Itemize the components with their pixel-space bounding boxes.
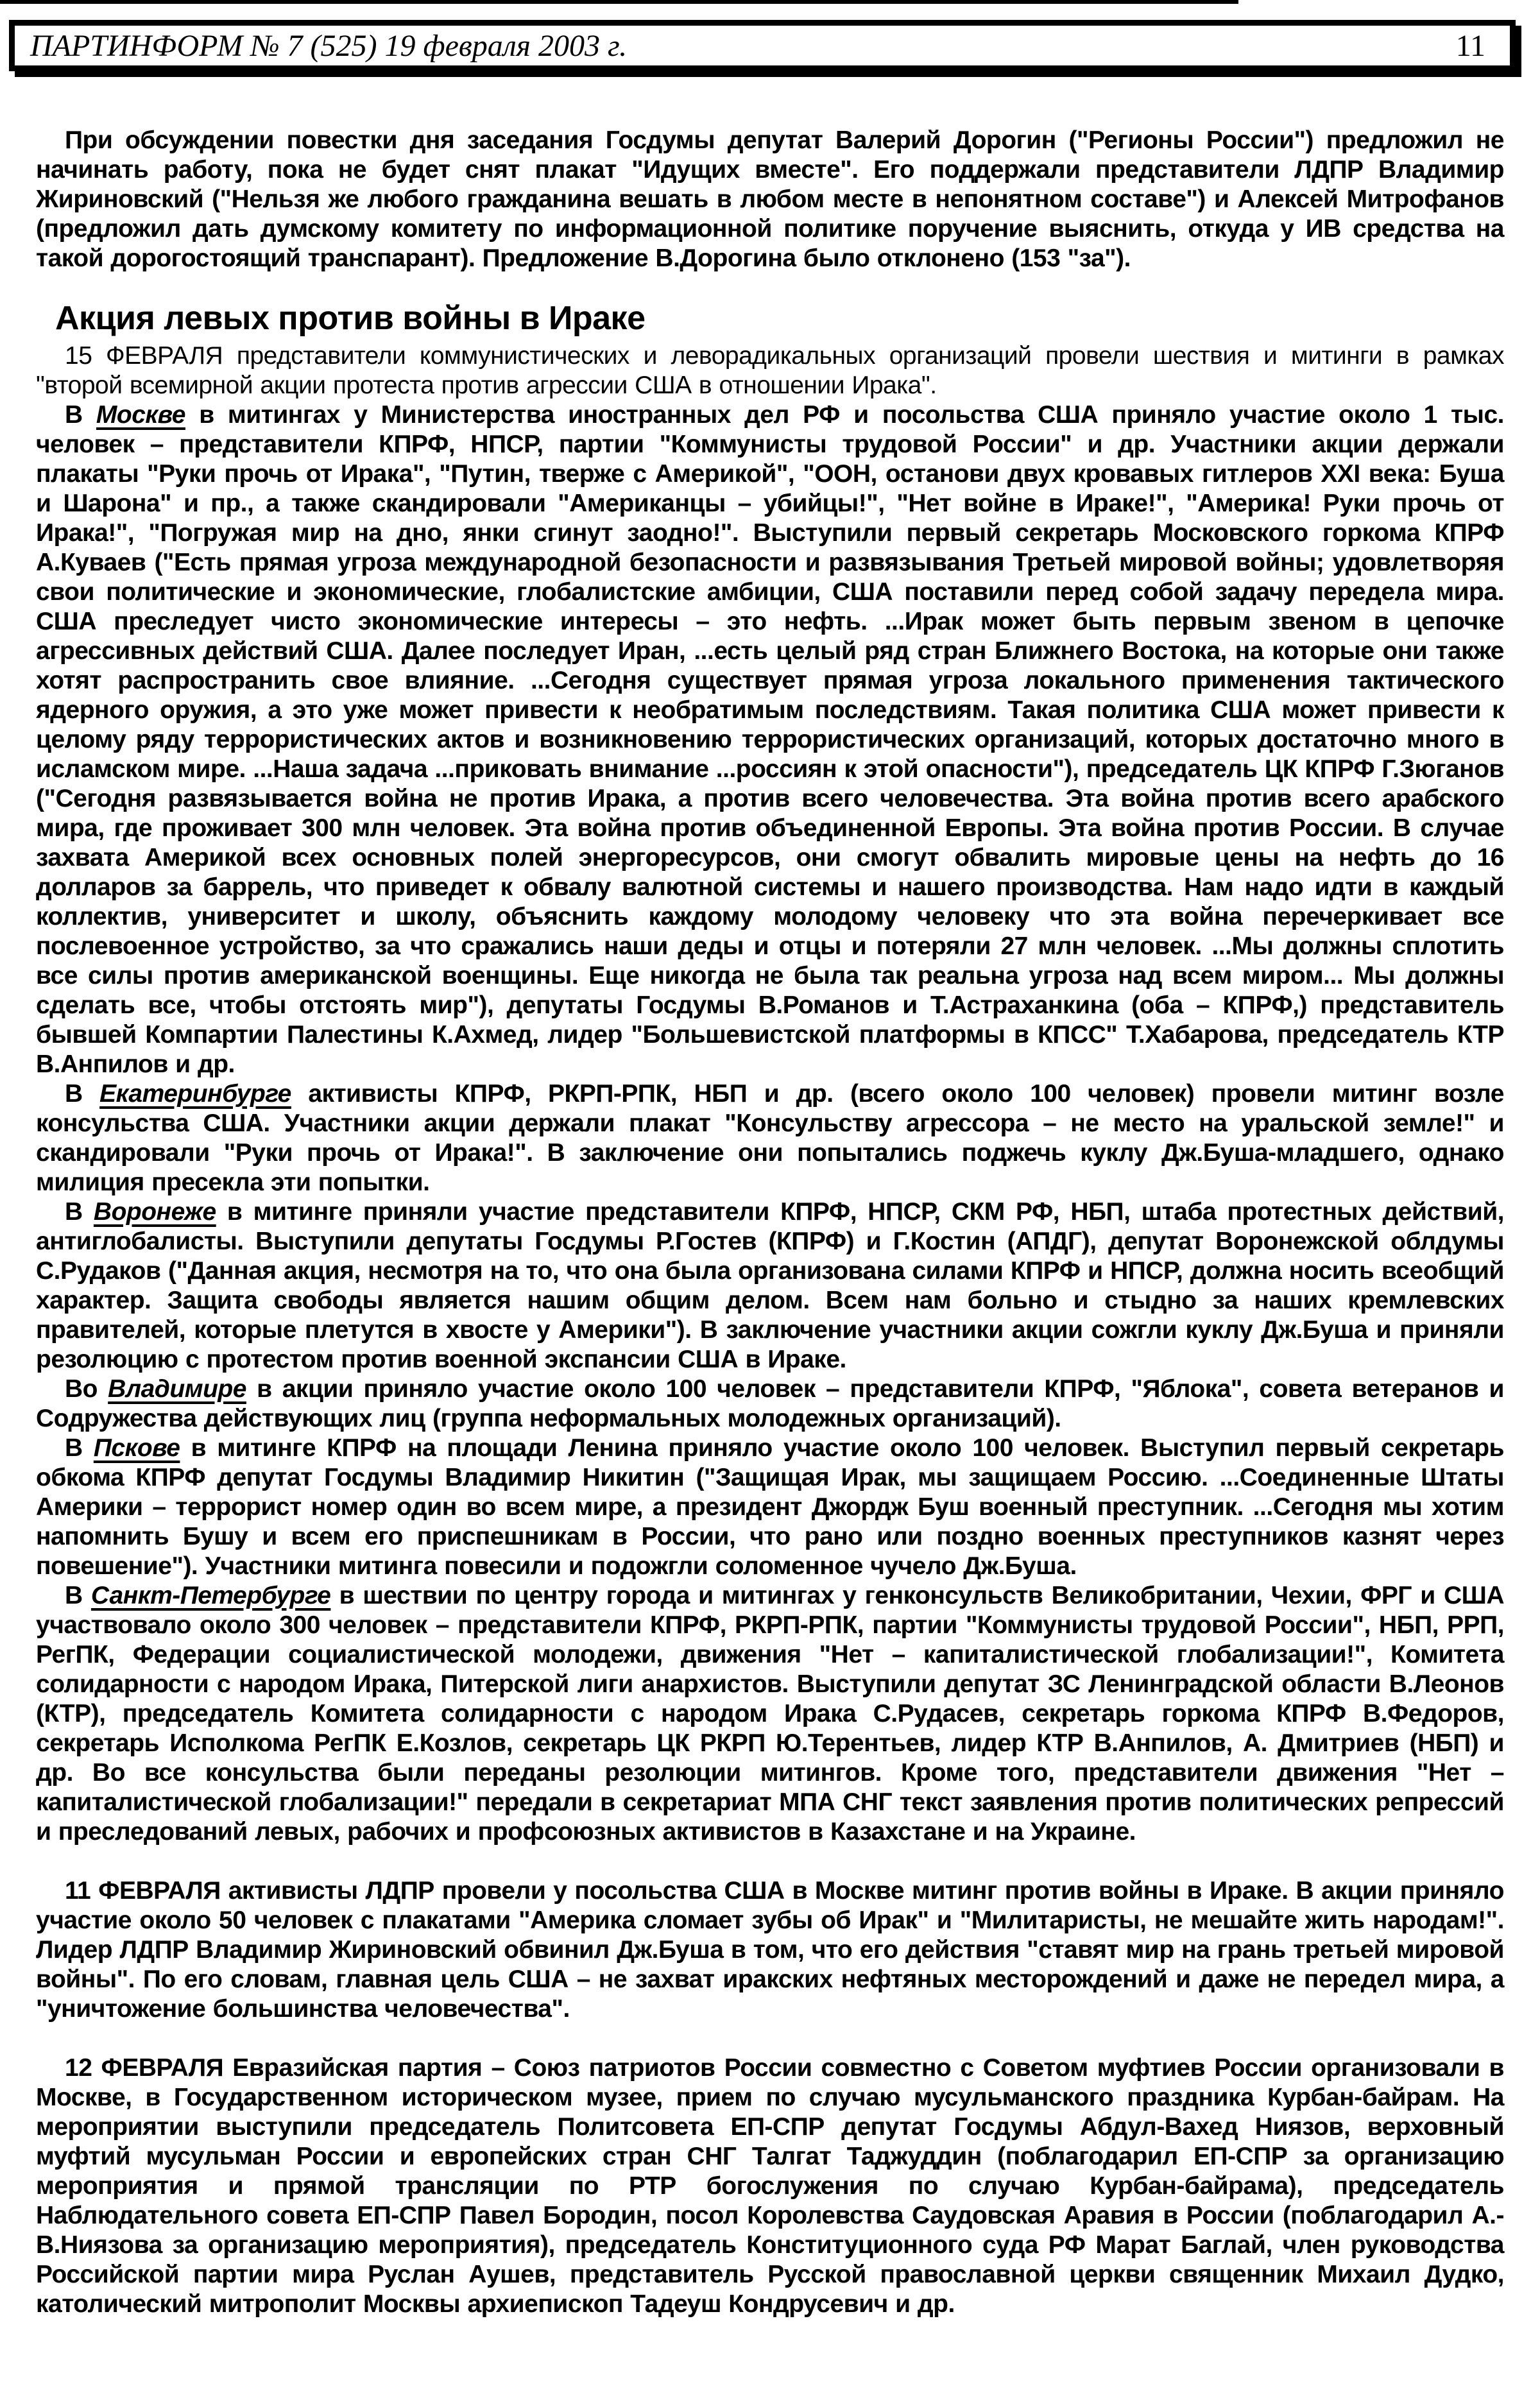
page-header-box	[9, 20, 1516, 71]
paragraph: 11 ФЕВРАЛЯ активисты ЛДПР провели у посольства США в Москве митинг против войны в Ираке. В акции приняло участие около 50 человек с плакатами "Америка сломает зубы об Ирак" и "Милитаристы, не мешайте жить народам!". Лидер ЛДПР Владимир Жириновский обвинил Дж.Буша в том, что его действия "ставят мир на грань третьей мировой войны". По его словам, главная цель США – не захват иракских нефтяных месторождений и даже не передел мира, а "уничтожение большинства человечества".	[36, 1877, 1504, 2023]
paragraph: При обсуждении повестки дня заседания Госдумы депутат Валерий Дорогин ("Регионы России") предложил не начинать работу, пока не будет снят плакат "Идущих вместе". Его поддержали представители ЛДПР Владимир Жириновский ("Нельзя же любого гражданина вешать в любом месте в непонятном составе") и Алексей Митрофанов (предложил дать думскому комитету по информационной политике поручение выяснить, откуда у ИВ средства на такой дорогостоящий транспарант). Предложение В.Дорогина было отклонено (153 "за").	[36, 126, 1504, 272]
city-name: Москве	[96, 401, 185, 429]
scan-edge-artifact	[0, 0, 1238, 4]
page-number: 11	[1455, 28, 1485, 63]
paragraph: 12 ФЕВРАЛЯ Евразийская партия – Союз патриотов России совместно с Советом муфтиев России организовали в Москве, в Государственном историческом музее, прием по случаю мусульманского праздника Курбан-байрам. На мероприятии выступили председатель Политсовета ЕП-СПР депутат Госдумы Абдул-Вахед Ниязов, верховный муфтий мусульман России и европейских стран СНГ Талгат Таджуддин (поблагодарил ЕП-СПР за организацию мероприятия и прямой трансляции по РТР богослужения по случаю Курбан-байрама), председатель Наблюдательного совета ЕП-СПР Павел Бородин, посол Королевства Саудовская Аравия в России (поблагодарил А.-В.Ниязова за организацию мероприятия), председатель Конституционного суда РФ Марат Баглай, член руководства Российской партии мира Руслан Аушев, представитель Русской православной церкви священник Михаил Дудко, католический митрополит Москвы архиепископ Тадеуш Кондрусевич и др.	[36, 2054, 1504, 2318]
paragraph: В Екатеринбурге активисты КПРФ, РКРП-РПК, НБП и др. (всего около 100 человек) провели митинг возле консульства США. Участники акции держали плакат "Консульству агрессора – не место на уральской земле!" и скандировали "Руки прочь от Ирака!". В заключение они попытались поджечь куклу Дж.Буша-младшего, однако милиция пресекла эти попытки.	[36, 1080, 1504, 1196]
paragraph: В Санкт-Петербурге в шествии по центру города и митингах у генконсульств Великобритании, Чехии, ФРГ и США участвовало около 300 человек – представители КПРФ, РКРП-РПК, партии "Коммунисты трудовой России", НБП, РРП, РегПК, Федерации социалистической молодежи, движения "Нет – капиталистической глобализации!", Комитета солидарности с народом Ирака, Питерской лиги анархистов. Выступили депутат ЗС Ленинградской области В.Леонов (КТР), председатель Комитета солидарности с народом Ирака С.Рудасев, секретарь горкома КПРФ В.Федоров, секретарь Исполкома РегПК Е.Козлов, секретарь ЦК РКРП Ю.Терентьев, лидер КТР В.Анпилов, А. Дмитриев (НБП) и др. Во все консульства были переданы резолюции митингов. Кроме того, представители движения "Нет – капиталистической глобализации!" передали в секретариат МПА СНГ текст заявления против политических репрессий и преследований левых, рабочих и профсоюзных активистов в Казахстане и на Украине.	[36, 1582, 1504, 1846]
paragraphs-section	[36, 341, 1504, 2319]
paragraph: В Москве в митингах у Министерства иностранных дел РФ и посольства США приняло участие около 1 тыс. человек – представители КПРФ, НПСР, партии "Коммунисты трудовой России" и др. Участники акции держали плакаты "Руки прочь от Ирака", "Путин, тверже с Америкой", "ООН, останови двух кровавых гитлеров XXI века: Буша и Шарона" и пр., а также скандировали "Американцы – убийцы!", "Нет войне в Ираке!", "Америка! Руки прочь от Ирака!", "Погружая мир на дно, янки сгинут заодно!". Выступили первый секретарь Московского горкома КПРФ А.Куваев ("Есть прямая угроза международной безопасности и развязывания Третьей мировой войны; удовлетворяя свои политические и экономические, глобалистские амбиции, США поставили перед собой задачу передела мира. США преследует чисто экономические интересы – это нефть. ...Ирак может быть первым звеном в цепочке агрессивных действий США. Далее последует Иран, ...есть целый ряд стран Ближнего Востока, на которые они также хотят распространить свое влияние. ...Сегодня существует прямая угроза локального применения тактического ядерного оружия, а это уже может привести к необратимым последствиям. Такая политика США может привести к целому ряду террористических актов и возникновению террористических организаций, которых достаточно много в исламском мире. ...Наша задача ...приковать внимание ...россиян к этой опасности"), председатель ЦК КПРФ Г.Зюганов ("Сегодня развязывается война не против Ирака, а против всего человечества. Эта война против всего арабского мира, где проживает 300 млн человек. Эта война против объединенной Европы. Эта война против России. В случае захвата Америкой всех основных полей энергоресурсов, они смогут обвалить мировые цены на нефть до 16 долларов за баррель, что приведет к обвалу валютной системы и нашего производства. Нам надо идти в каждый коллектив, университет и школу, объяснить каждому молодому человеку что эта война перечеркивает все послевоенное устройство, за что сражались наши деды и отцы и потеряли 27 млн человек. ...Мы должны сплотить все силы против американской военщины. Еще никогда не была так реальна угроза над всем миром... Мы должны сделать все, чтобы отстоять мир"), депутаты Госдумы В.Романов и Т.Астраханкина (оба – КПРФ,) представитель бывшей Компартии Палестины К.Ахмед, лидер "Большевистской платформы в КПСС" Т.Хабарова, председатель КТР В.Анпилов и др.	[36, 401, 1504, 1078]
paragraph: 15 ФЕВРАЛЯ представители коммунистических и леворадикальных организаций провели шествия и митинги в рамках "второй всемирной акции протеста против агрессии США в отношении Ирака".	[36, 342, 1504, 399]
city-name: Пскове	[93, 1434, 180, 1462]
city-name: Санкт-Петербурге	[90, 1582, 331, 1609]
article-body	[36, 126, 1504, 2319]
paragraph: В Воронеже в митинге приняли участие представители КПРФ, НПСР, СКМ РФ, НБП, штаба протестных действий, антиглобалисты. Выступили депутаты Госдумы Р.Гостев (КПРФ) и Г.Костин (АПДГ), депутат Воронежской облдумы С.Рудаков ("Данная акция, несмотря на то, что она была организована силами КПРФ и НПСР, должна носить всеобщий характер. Защита свободы является нашим общим делом. Всем нам больно и стыдно за наших кремлевских правителей, которые плетутся в хвосте у Америки"). В заключение участники акции сожгли куклу Дж.Буша и приняли резолюцию с протестом против военной экспансии США в Ираке.	[36, 1198, 1505, 1373]
intro-section	[36, 126, 1504, 273]
paragraph: В Пскове в митинге КПРФ на площади Ленина приняло участие около 100 человек. Выступил первый секретарь обкома КПРФ депутат Госдумы Владимир Никитин ("Защищая Ирак, мы защищаем Россию. ...Соединенные Штаты Америки – террорист номер один во всем мире, а президент Джордж Буш военный преступник. ...Сегодня мы хотим напомнить Бушу и всем его приспешникам в России, что рано или поздно военных преступников казнят через повешение"). Участники митинга повесили и подожгли соломенное чучело Дж.Буша.	[36, 1434, 1504, 1580]
city-name: Владимире	[108, 1375, 246, 1403]
city-name: Воронеже	[93, 1198, 216, 1226]
paragraph: Во Владимире в акции приняло участие около 100 человек – представители КПРФ, "Яблока", совета ветеранов и Содружества действующих лиц (группа неформальных молодежных организаций).	[36, 1375, 1504, 1432]
city-name: Екатеринбурге	[99, 1080, 291, 1108]
section-heading: Акция левых против войны в Ираке	[55, 300, 646, 337]
newsletter-issue-title: ПАРТИНФОРМ № 7 (525) 19 февраля 2003 г.	[30, 28, 628, 63]
